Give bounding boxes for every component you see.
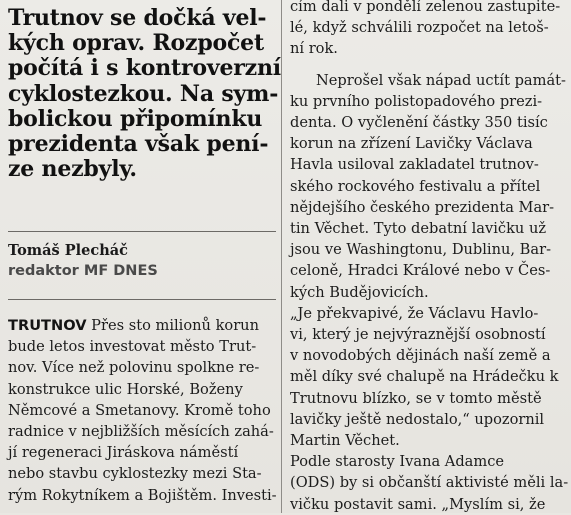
body-line: radnice v nejbližších měsících zahá- [8,423,274,441]
body-line: Trutnovu blízko, se v tomto městě [290,389,542,407]
body-line: celoně, Hradci Králové nebo v Čes- [290,262,551,280]
dateline: TRUTNOV [8,317,87,334]
headline-block [8,5,281,183]
body-line: měl díky své chalupě na Hrádečku k [290,368,559,386]
body-line: rým Rokytníkem a Bojištěm. Investi- [8,486,277,504]
body-line: korun na zřízení Lavičky Václava [290,135,533,153]
body-line: Martin Věchet. [290,432,400,450]
headline [8,5,281,183]
headline-line: prezidenta však pení- [8,131,269,158]
body-line: bude letos investovat město Trut- [8,338,257,356]
body-line: Neprošel však nápad uctít památ- [316,71,566,89]
body-line: vi, který je nejvýraznější osobností [290,326,546,344]
headline-line: cyklostezkou. Na sym- [8,80,279,107]
body-line: nějdejšího českého prezidenta Mar- [290,198,555,216]
author-name: Tomáš Plecháč [8,242,128,259]
body-line: lé, když schválili rozpočet na letoš- [290,19,549,37]
body-line: Havla usiloval zakladatel trutnov- [290,156,539,174]
body-line: lavičky ještě nedostalo,“ upozornil [290,410,545,428]
body-line: denta. O vyčlenění částky 350 tisíc [290,114,548,132]
headline-line: ze nezbyly. [8,156,137,183]
body-line: cím dali v pondělí zelenou zastupite- [290,0,561,15]
paragraph [290,303,568,451]
body-line: nov. Více než polovinu spolkne re- [8,359,260,377]
headline-line: bolickou připomínku [8,105,263,132]
byline-top-rule [8,231,276,232]
headline-line: počítá i s kontroverzní [8,55,281,82]
body-line: jí regeneraci Jiráskova náměstí [8,444,239,462]
lead-line-text: Přes sto milionů korun [86,317,259,334]
body-line: Podle starosty Ivana Adamce [290,453,505,471]
headline-line: Trutnov se dočká vel- [8,5,267,31]
body-line: „Je překvapivé, že Václavu Havlo- [290,304,539,322]
byline-bottom-rule [8,299,276,300]
paragraph [290,70,568,303]
body-line: konstrukce ulic Horské, Boženy [8,380,243,398]
column-divider [281,0,282,513]
body-line: nebo stavbu cyklostezky mezi Sta- [8,465,262,483]
author-role: redaktor MF DNES [8,263,158,279]
article-body-left [8,315,278,506]
body-line: ní rok. [290,40,338,58]
body-line: ského rockového festivalu a přítel [290,177,541,195]
paragraph [290,451,568,515]
body-line: jsou ve Washingtonu, Dublinu, Bar- [290,241,551,259]
body-line: v novodobých dějinách naší země a [290,347,551,365]
lead-line [8,315,278,336]
body-line: Němcové a Smetanovy. Kromě toho [8,401,271,419]
body-line: vičku postavit sami. „Myslím si, že [290,495,546,513]
article-body-right [290,0,568,515]
body-line: kých Budějovicích. [290,283,429,301]
body-line: ku prvního polistopadového prezi- [290,92,543,110]
paragraph [290,0,568,60]
body-line: (ODS) by si občanští aktivisté měli la- [290,474,569,492]
body-line: tin Věchet. Tyto debatní lavičku už [290,220,547,238]
headline-line: kých oprav. Rozpočet [8,30,264,57]
